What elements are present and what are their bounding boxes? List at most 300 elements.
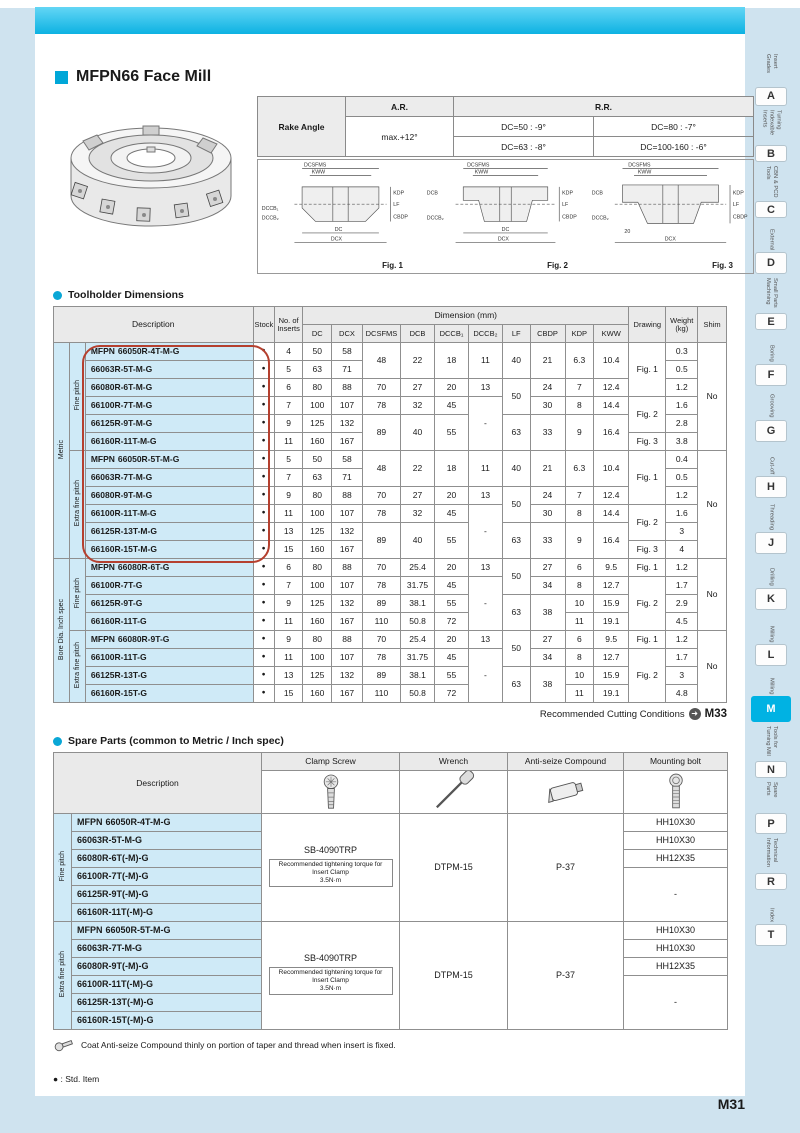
toolholder-value-cell: 88 bbox=[332, 487, 363, 505]
toolholder-value-cell: 7 bbox=[274, 469, 303, 487]
toolholder-row bbox=[54, 685, 727, 703]
toolholder-value-cell: 125 bbox=[303, 595, 332, 613]
svg-text:LF: LF bbox=[732, 202, 740, 209]
model-number-cell: 66080R-9T-M-G bbox=[85, 487, 253, 505]
svg-text:DCX: DCX bbox=[497, 236, 509, 243]
sidebar-tab-label: CBN & PCD Tools bbox=[765, 166, 778, 198]
sidebar-tab-label: Insert Grades bbox=[765, 54, 778, 74]
toolholder-value-cell: 34 bbox=[530, 577, 565, 595]
toolholder-row bbox=[54, 667, 727, 685]
model-number-cell: 66160R-11T-M-G bbox=[85, 433, 253, 451]
model-prefix: MFPN bbox=[90, 454, 115, 465]
toolholder-value-cell: 10 bbox=[565, 667, 594, 685]
sidebar-tab-letter[interactable]: E bbox=[755, 313, 787, 330]
toolholder-value-cell: 55 bbox=[435, 523, 469, 559]
vertical-group-label: Bore Dia. Inch spec bbox=[57, 598, 65, 661]
header-color-strip bbox=[35, 7, 745, 34]
toolholder-value-cell: 31.75 bbox=[401, 649, 435, 667]
toolholder-value-cell: 167 bbox=[332, 685, 363, 703]
anti-seize-icon bbox=[542, 773, 590, 811]
toolholder-value-cell: 15 bbox=[274, 685, 303, 703]
toolholder-value-cell: 11 bbox=[274, 613, 303, 631]
svg-text:KDP: KDP bbox=[393, 190, 405, 197]
dim-col-header: DCB bbox=[401, 325, 435, 343]
sidebar-tab-letter[interactable]: F bbox=[755, 364, 787, 386]
model-number-cell: 66100R-11T-G bbox=[85, 649, 253, 667]
model-number-cell: 66100R-7T-M-G bbox=[85, 397, 253, 415]
toolholder-row bbox=[54, 505, 727, 523]
svg-text:LF: LF bbox=[562, 202, 569, 209]
toolholder-value-cell: 27 bbox=[530, 631, 565, 649]
svg-text:DCX: DCX bbox=[664, 236, 676, 243]
group-label-cell bbox=[54, 343, 70, 559]
svg-text:KWW: KWW bbox=[637, 169, 652, 176]
sidebar-tab-letter[interactable]: A bbox=[755, 87, 787, 106]
dimension-header: Dimension (mm) bbox=[303, 307, 629, 325]
toolholder-value-cell: No bbox=[698, 343, 727, 451]
svg-text:DCX: DCX bbox=[330, 236, 343, 243]
model-number-cell: MFPN 66080R-6T-G bbox=[85, 559, 253, 577]
sidebar-tab-L[interactable] bbox=[745, 614, 797, 670]
model-number-cell: 66160R-15T-G bbox=[85, 685, 253, 703]
figure-1 bbox=[258, 160, 423, 273]
toolholder-value-cell: 50 bbox=[502, 559, 530, 595]
toolholder-value-cell: 40 bbox=[502, 343, 530, 379]
toolholder-value-cell: 6 bbox=[274, 379, 303, 397]
toolholder-value-cell: 14.4 bbox=[594, 397, 629, 415]
toolholder-value-cell: 80 bbox=[303, 379, 332, 397]
toolholder-value-cell: 100 bbox=[303, 505, 332, 523]
fig1-drawing bbox=[258, 160, 423, 256]
rake-angle-label: Rake Angle bbox=[258, 97, 346, 157]
sidebar-tab-letter[interactable]: T bbox=[755, 924, 787, 946]
toolholder-value-cell: 15.9 bbox=[594, 595, 629, 613]
toolholder-value-cell: 80 bbox=[303, 559, 332, 577]
sidebar-tab-label: Technical Information bbox=[765, 838, 778, 867]
toolholder-value-cell: 38 bbox=[530, 667, 565, 703]
toolholder-value-cell: 20 bbox=[435, 487, 469, 505]
toolholder-value-cell: 55 bbox=[435, 595, 469, 613]
rr-value: DC=63 : -8° bbox=[454, 137, 594, 157]
toolholder-value-cell: 78 bbox=[362, 577, 400, 595]
toolholder-value-cell: 25.4 bbox=[401, 559, 435, 577]
toolholder-value-cell: 1.6 bbox=[666, 505, 698, 523]
sidebar-tab-M[interactable] bbox=[745, 670, 797, 726]
group-label-cell bbox=[69, 451, 85, 559]
toolholder-value-cell: 167 bbox=[332, 433, 363, 451]
toolholder-value-cell: 50 bbox=[303, 343, 332, 361]
toolholder-value-cell: 25.4 bbox=[401, 631, 435, 649]
toolholder-value-cell: 20 bbox=[435, 559, 469, 577]
toolholder-value-cell: 132 bbox=[332, 667, 363, 685]
circle-bullet-icon bbox=[53, 291, 62, 300]
spare-value-cell: P-37 bbox=[508, 814, 624, 922]
toolholder-value-cell: 3 bbox=[666, 523, 698, 541]
sidebar-tab-letter[interactable]: K bbox=[755, 588, 787, 610]
toolholder-value-cell: 50 bbox=[502, 379, 530, 415]
toolholder-value-cell: 167 bbox=[332, 541, 363, 559]
toolholder-value-cell: 1.2 bbox=[666, 631, 698, 649]
stock-header: Stock bbox=[253, 307, 274, 343]
toolholder-value-cell: 9.5 bbox=[594, 559, 629, 577]
stock-indicator: ● bbox=[253, 523, 274, 541]
toolholder-value-cell: 70 bbox=[362, 559, 400, 577]
clamp-screw-cell bbox=[262, 922, 400, 1030]
sidebar-tab-letter[interactable]: L bbox=[755, 644, 787, 666]
stock-indicator: ● bbox=[253, 451, 274, 469]
toolholder-value-cell: 1.6 bbox=[666, 397, 698, 415]
toolholder-value-cell: 8 bbox=[565, 505, 594, 523]
toolholder-value-cell: 63 bbox=[502, 667, 530, 703]
description-header: Description bbox=[54, 307, 254, 343]
toolholder-value-cell: 14.4 bbox=[594, 505, 629, 523]
model-number-cell: 66100R-7T(-M)-G bbox=[72, 868, 262, 886]
dim-col-header: KWW bbox=[594, 325, 629, 343]
sidebar-tab-label: Milling bbox=[768, 625, 775, 642]
sidebar-tab-N[interactable] bbox=[745, 726, 797, 782]
toolholder-value-cell: 21 bbox=[530, 343, 565, 379]
toolholder-value-cell: 0.4 bbox=[666, 451, 698, 469]
svg-text:DC: DC bbox=[501, 227, 510, 234]
dim-col-header: KDP bbox=[565, 325, 594, 343]
model-number-cell: 66080R-9T(-M)-G bbox=[72, 958, 262, 976]
toolholder-section-heading bbox=[53, 289, 745, 301]
toolholder-value-cell: 27 bbox=[530, 559, 565, 577]
toolholder-value-cell: 72 bbox=[435, 613, 469, 631]
toolholder-value-cell: 100 bbox=[303, 397, 332, 415]
sidebar-tab-B[interactable] bbox=[745, 110, 797, 166]
fig2-caption: Fig. 2 bbox=[547, 261, 568, 270]
toolholder-value-cell: 7 bbox=[565, 379, 594, 397]
toolholder-value-cell: 21 bbox=[530, 451, 565, 487]
toolholder-value-cell: 9 bbox=[274, 415, 303, 433]
anti-seize-note bbox=[53, 1038, 727, 1052]
group-label-cell bbox=[54, 814, 72, 922]
toolholder-value-cell: 24 bbox=[530, 379, 565, 397]
sidebar-tab-T[interactable] bbox=[745, 894, 797, 950]
stock-indicator: ● bbox=[253, 361, 274, 379]
mounting-bolt-header: Mounting bolt bbox=[624, 753, 728, 771]
toolholder-value-cell: No bbox=[698, 631, 727, 703]
toolholder-value-cell: 4 bbox=[274, 343, 303, 361]
sidebar-tab-label: Boring bbox=[768, 345, 775, 362]
toolholder-value-cell: 1.7 bbox=[666, 577, 698, 595]
toolholder-value-cell: 110 bbox=[362, 685, 400, 703]
model-number-cell: 66080R-6T-M-G bbox=[85, 379, 253, 397]
svg-text:DCCB₂: DCCB₂ bbox=[591, 215, 609, 222]
model-number-cell: 66063R-7T-M-G bbox=[85, 469, 253, 487]
sidebar-tab-letter[interactable]: P bbox=[755, 813, 787, 834]
stock-indicator: ● bbox=[253, 631, 274, 649]
group-label-cell bbox=[69, 559, 85, 631]
toolholder-value-cell: 24 bbox=[530, 487, 565, 505]
mounting-bolt-icon-cell bbox=[624, 771, 728, 814]
toolholder-value-cell: Fig. 2 bbox=[629, 505, 666, 541]
sidebar-tab-label: Threading bbox=[768, 503, 775, 530]
clamp-screw-model: SB-4090TRP bbox=[303, 953, 358, 964]
toolholder-value-cell: 7 bbox=[274, 577, 303, 595]
svg-text:KDP: KDP bbox=[732, 190, 744, 197]
toolholder-value-cell: 40 bbox=[401, 523, 435, 559]
sidebar-tab-R[interactable] bbox=[745, 838, 797, 894]
sidebar-tab-label: Turning Indexable Inserts bbox=[761, 110, 782, 136]
toolholder-value-cell: 89 bbox=[362, 667, 400, 685]
toolholder-value-cell: 89 bbox=[362, 415, 400, 451]
model-number-cell: 66100R-11T(-M)-G bbox=[72, 976, 262, 994]
toolholder-value-cell: 80 bbox=[303, 631, 332, 649]
toolholder-value-cell: 11 bbox=[274, 505, 303, 523]
tightening-torque-note: Recommended tightening torque for Insert Clamp 3.5N·m bbox=[269, 967, 393, 995]
svg-text:DCSFMS: DCSFMS bbox=[628, 162, 651, 169]
toolholder-value-cell: 38 bbox=[530, 595, 565, 631]
model-number-cell: MFPN 66050R-4T-M-G bbox=[85, 343, 253, 361]
toolholder-value-cell: - bbox=[468, 397, 502, 451]
toolholder-value-cell: 89 bbox=[362, 523, 400, 559]
toolholder-value-cell: Fig. 2 bbox=[629, 397, 666, 433]
toolholder-value-cell: 22 bbox=[401, 451, 435, 487]
toolholder-value-cell: 1.7 bbox=[666, 649, 698, 667]
toolholder-value-cell: 89 bbox=[362, 595, 400, 613]
vertical-group-label: Metric bbox=[57, 440, 65, 460]
toolholder-value-cell: 40 bbox=[502, 451, 530, 487]
stock-indicator: ● bbox=[253, 613, 274, 631]
svg-text:LF: LF bbox=[393, 202, 400, 209]
title-square-marker bbox=[55, 71, 68, 84]
toolholder-value-cell: 71 bbox=[332, 469, 363, 487]
group-label-cell bbox=[69, 343, 85, 451]
toolholder-value-cell: 0.5 bbox=[666, 361, 698, 379]
toolholder-value-cell: 55 bbox=[435, 415, 469, 451]
toolholder-row bbox=[54, 415, 727, 433]
sidebar-tab-letter[interactable]: M bbox=[751, 696, 791, 722]
weight-header: Weight (kg) bbox=[666, 307, 698, 343]
sidebar-tab-label: Small Parts Machining bbox=[765, 278, 778, 308]
sidebar-tab-H[interactable] bbox=[745, 446, 797, 502]
wrench-header: Wrench bbox=[400, 753, 508, 771]
toolholder-value-cell: Fig. 3 bbox=[629, 541, 666, 559]
vertical-group-label: Extra fine pitch bbox=[73, 480, 81, 527]
model-prefix: MFPN bbox=[90, 562, 115, 573]
spare-description-header: Description bbox=[54, 753, 262, 814]
toolholder-value-cell: 16.4 bbox=[594, 415, 629, 451]
toolholder-value-cell: 107 bbox=[332, 577, 363, 595]
stock-indicator: ● bbox=[253, 505, 274, 523]
fig2-drawing bbox=[423, 160, 588, 256]
stock-indicator: ● bbox=[253, 397, 274, 415]
toolholder-value-cell: 15 bbox=[274, 541, 303, 559]
figure-3 bbox=[588, 160, 753, 273]
spare-value-cell: HH12X35 bbox=[624, 850, 728, 868]
toolholder-value-cell: No bbox=[698, 559, 727, 631]
toolholder-value-cell: 19.1 bbox=[594, 613, 629, 631]
sidebar-tab-label: Spare Parts bbox=[765, 782, 778, 798]
toolholder-value-cell: 125 bbox=[303, 667, 332, 685]
toolholder-value-cell: Fig. 2 bbox=[629, 577, 666, 631]
page-number: M31 bbox=[717, 1096, 745, 1112]
toolholder-value-cell: 20 bbox=[435, 631, 469, 649]
toolholder-value-cell: 33 bbox=[530, 523, 565, 559]
sidebar-tab-C[interactable] bbox=[745, 166, 797, 222]
dim-col-header: DCSFMS bbox=[362, 325, 400, 343]
toolholder-value-cell: Fig. 1 bbox=[629, 451, 666, 505]
spare-value-cell: - bbox=[624, 976, 728, 1030]
clamp-screw-model: SB-4090TRP bbox=[303, 845, 358, 856]
toolholder-value-cell: 9 bbox=[274, 595, 303, 613]
stock-indicator: ● bbox=[253, 487, 274, 505]
toolholder-value-cell: 34 bbox=[530, 649, 565, 667]
toolholder-value-cell: 10.4 bbox=[594, 343, 629, 379]
model-number-cell: 66125R-9T-M-G bbox=[85, 415, 253, 433]
toolholder-row bbox=[54, 487, 727, 505]
spare-value-cell: HH10X30 bbox=[624, 814, 728, 832]
toolholder-value-cell: 45 bbox=[435, 505, 469, 523]
dim-col-header: DCCB₂ bbox=[468, 325, 502, 343]
sidebar-tab-letter[interactable]: B bbox=[755, 145, 787, 162]
toolholder-value-cell: 78 bbox=[362, 505, 400, 523]
stock-indicator: ● bbox=[253, 559, 274, 577]
toolholder-value-cell: 0.5 bbox=[666, 469, 698, 487]
toolholder-value-cell: 100 bbox=[303, 577, 332, 595]
toolholder-value-cell: 50.8 bbox=[401, 685, 435, 703]
vertical-group-label: Extra fine pitch bbox=[58, 951, 66, 998]
stock-indicator: ● bbox=[253, 667, 274, 685]
std-item-legend: ● : Std. Item bbox=[53, 1074, 100, 1084]
toolholder-value-cell: 80 bbox=[303, 487, 332, 505]
toolholder-value-cell: 11 bbox=[468, 451, 502, 487]
stock-indicator: ● bbox=[253, 685, 274, 703]
svg-text:KWW: KWW bbox=[311, 169, 326, 176]
spare-parts-heading-text: Spare Parts (common to Metric / Inch spec) bbox=[68, 735, 284, 747]
toolholder-value-cell: 30 bbox=[530, 505, 565, 523]
rr-value: DC=50 : -9° bbox=[454, 117, 594, 137]
svg-text:DCSFMS: DCSFMS bbox=[467, 162, 490, 169]
toolholder-value-cell: 7 bbox=[274, 397, 303, 415]
spare-row bbox=[54, 814, 728, 832]
model-number-cell: 66080R-6T(-M)-G bbox=[72, 850, 262, 868]
anti-seize-header: Anti-seize Compound bbox=[508, 753, 624, 771]
sidebar-tab-F[interactable] bbox=[745, 334, 797, 390]
dim-col-header: DCX bbox=[332, 325, 363, 343]
toolholder-value-cell: 19.1 bbox=[594, 685, 629, 703]
face-mill-product-image bbox=[53, 96, 249, 274]
spare-value-cell: HH10X30 bbox=[624, 940, 728, 958]
toolholder-value-cell: 160 bbox=[303, 433, 332, 451]
toolholder-value-cell: 58 bbox=[332, 343, 363, 361]
svg-text:DCSFMS: DCSFMS bbox=[304, 162, 327, 169]
toolholder-value-cell: 3.8 bbox=[666, 433, 698, 451]
toolholder-value-cell: Fig. 1 bbox=[629, 559, 666, 577]
toolholder-row bbox=[54, 343, 727, 361]
top-section bbox=[53, 96, 748, 274]
toolholder-value-cell: 30 bbox=[530, 397, 565, 415]
sidebar-tab-letter[interactable]: C bbox=[755, 201, 787, 218]
group-label-cell bbox=[54, 922, 72, 1030]
toolholder-value-cell: 71 bbox=[332, 361, 363, 379]
toolholder-value-cell: 5 bbox=[274, 451, 303, 469]
cutting-conditions-link[interactable] bbox=[53, 708, 727, 720]
toolholder-value-cell: 1.2 bbox=[666, 379, 698, 397]
toolholder-value-cell: 13 bbox=[468, 379, 502, 397]
stock-indicator: ● bbox=[253, 343, 274, 361]
toolholder-value-cell: Fig. 2 bbox=[629, 649, 666, 703]
clamp-screw-cell bbox=[262, 814, 400, 922]
sidebar-tab-letter[interactable]: J bbox=[755, 532, 787, 554]
toolholder-value-cell: 11 bbox=[274, 649, 303, 667]
toolholder-value-cell: 50 bbox=[303, 451, 332, 469]
toolholder-value-cell: 22 bbox=[401, 343, 435, 379]
svg-text:DCCB₂: DCCB₂ bbox=[261, 215, 279, 222]
toolholder-row bbox=[54, 451, 727, 469]
svg-text:DCCB₂: DCCB₂ bbox=[426, 215, 444, 222]
shim-header: Shim bbox=[698, 307, 727, 343]
sidebar-tab-K[interactable] bbox=[745, 558, 797, 614]
sidebar-tab-D[interactable] bbox=[745, 222, 797, 278]
toolholder-value-cell: Fig. 1 bbox=[629, 343, 666, 397]
vertical-group-label: Fine pitch bbox=[58, 851, 66, 882]
sidebar-tab-label: Grooving bbox=[768, 394, 775, 418]
toolholder-value-cell: 160 bbox=[303, 541, 332, 559]
toolholder-value-cell: 11 bbox=[274, 433, 303, 451]
dim-col-header: DC bbox=[303, 325, 332, 343]
toolholder-value-cell: 110 bbox=[362, 613, 400, 631]
sidebar-tab-E[interactable] bbox=[745, 278, 797, 334]
toolholder-value-cell: 63 bbox=[303, 469, 332, 487]
toolholder-value-cell: 78 bbox=[362, 649, 400, 667]
toolholder-value-cell: 9 bbox=[274, 487, 303, 505]
screw-icon bbox=[53, 1038, 75, 1052]
toolholder-value-cell: 11 bbox=[468, 343, 502, 379]
wrench-icon bbox=[431, 771, 477, 813]
toolholder-value-cell: 18 bbox=[435, 343, 469, 379]
clamp-screw-icon-cell bbox=[262, 771, 400, 814]
toolholder-value-cell: 100 bbox=[303, 649, 332, 667]
toolholder-value-cell: 9 bbox=[565, 415, 594, 451]
cutting-conditions-text: Recommended Cutting Conditions bbox=[539, 708, 685, 720]
sidebar-tab-G[interactable] bbox=[745, 390, 797, 446]
toolholder-value-cell: 13 bbox=[274, 523, 303, 541]
clamp-screw-header: Clamp Screw bbox=[262, 753, 400, 771]
model-number-cell: 66160R-15T(-M)-G bbox=[72, 1012, 262, 1030]
model-number-cell: 66160R-15T-M-G bbox=[85, 541, 253, 559]
sidebar-tab-letter[interactable]: H bbox=[755, 476, 787, 498]
sidebar-tab-letter[interactable]: N bbox=[755, 761, 787, 778]
toolholder-value-cell: - bbox=[468, 577, 502, 631]
toolholder-value-cell: 9 bbox=[565, 523, 594, 559]
sidebar-tab-letter[interactable]: R bbox=[755, 873, 787, 890]
model-number-cell: 66125R-13T-M-G bbox=[85, 523, 253, 541]
toolholder-value-cell: 18 bbox=[435, 451, 469, 487]
toolholder-value-cell: 50.8 bbox=[401, 613, 435, 631]
sidebar-tab-P[interactable] bbox=[745, 782, 797, 838]
toolholder-value-cell: - bbox=[468, 505, 502, 559]
toolholder-value-cell: 6 bbox=[565, 631, 594, 649]
model-number-cell: 66063R-5T-M-G bbox=[85, 361, 253, 379]
sidebar-tab-J[interactable] bbox=[745, 502, 797, 558]
model-prefix: MFPN bbox=[90, 346, 115, 357]
model-number-cell: 66125R-9T(-M)-G bbox=[72, 886, 262, 904]
sidebar-tab-letter[interactable]: D bbox=[755, 252, 787, 274]
sidebar-tab-letter[interactable]: G bbox=[755, 420, 787, 442]
model-number-cell: 66160R-11T-G bbox=[85, 613, 253, 631]
toolholder-row bbox=[54, 523, 727, 541]
model-number-cell: 66160R-11T(-M)-G bbox=[72, 904, 262, 922]
toolholder-value-cell: 9 bbox=[274, 631, 303, 649]
spare-value-cell: HH10X30 bbox=[624, 832, 728, 850]
toolholder-value-cell: 4.5 bbox=[666, 613, 698, 631]
sidebar-tab-A[interactable] bbox=[745, 54, 797, 110]
toolholder-value-cell: 40 bbox=[401, 415, 435, 451]
toolholder-value-cell: 63 bbox=[303, 361, 332, 379]
